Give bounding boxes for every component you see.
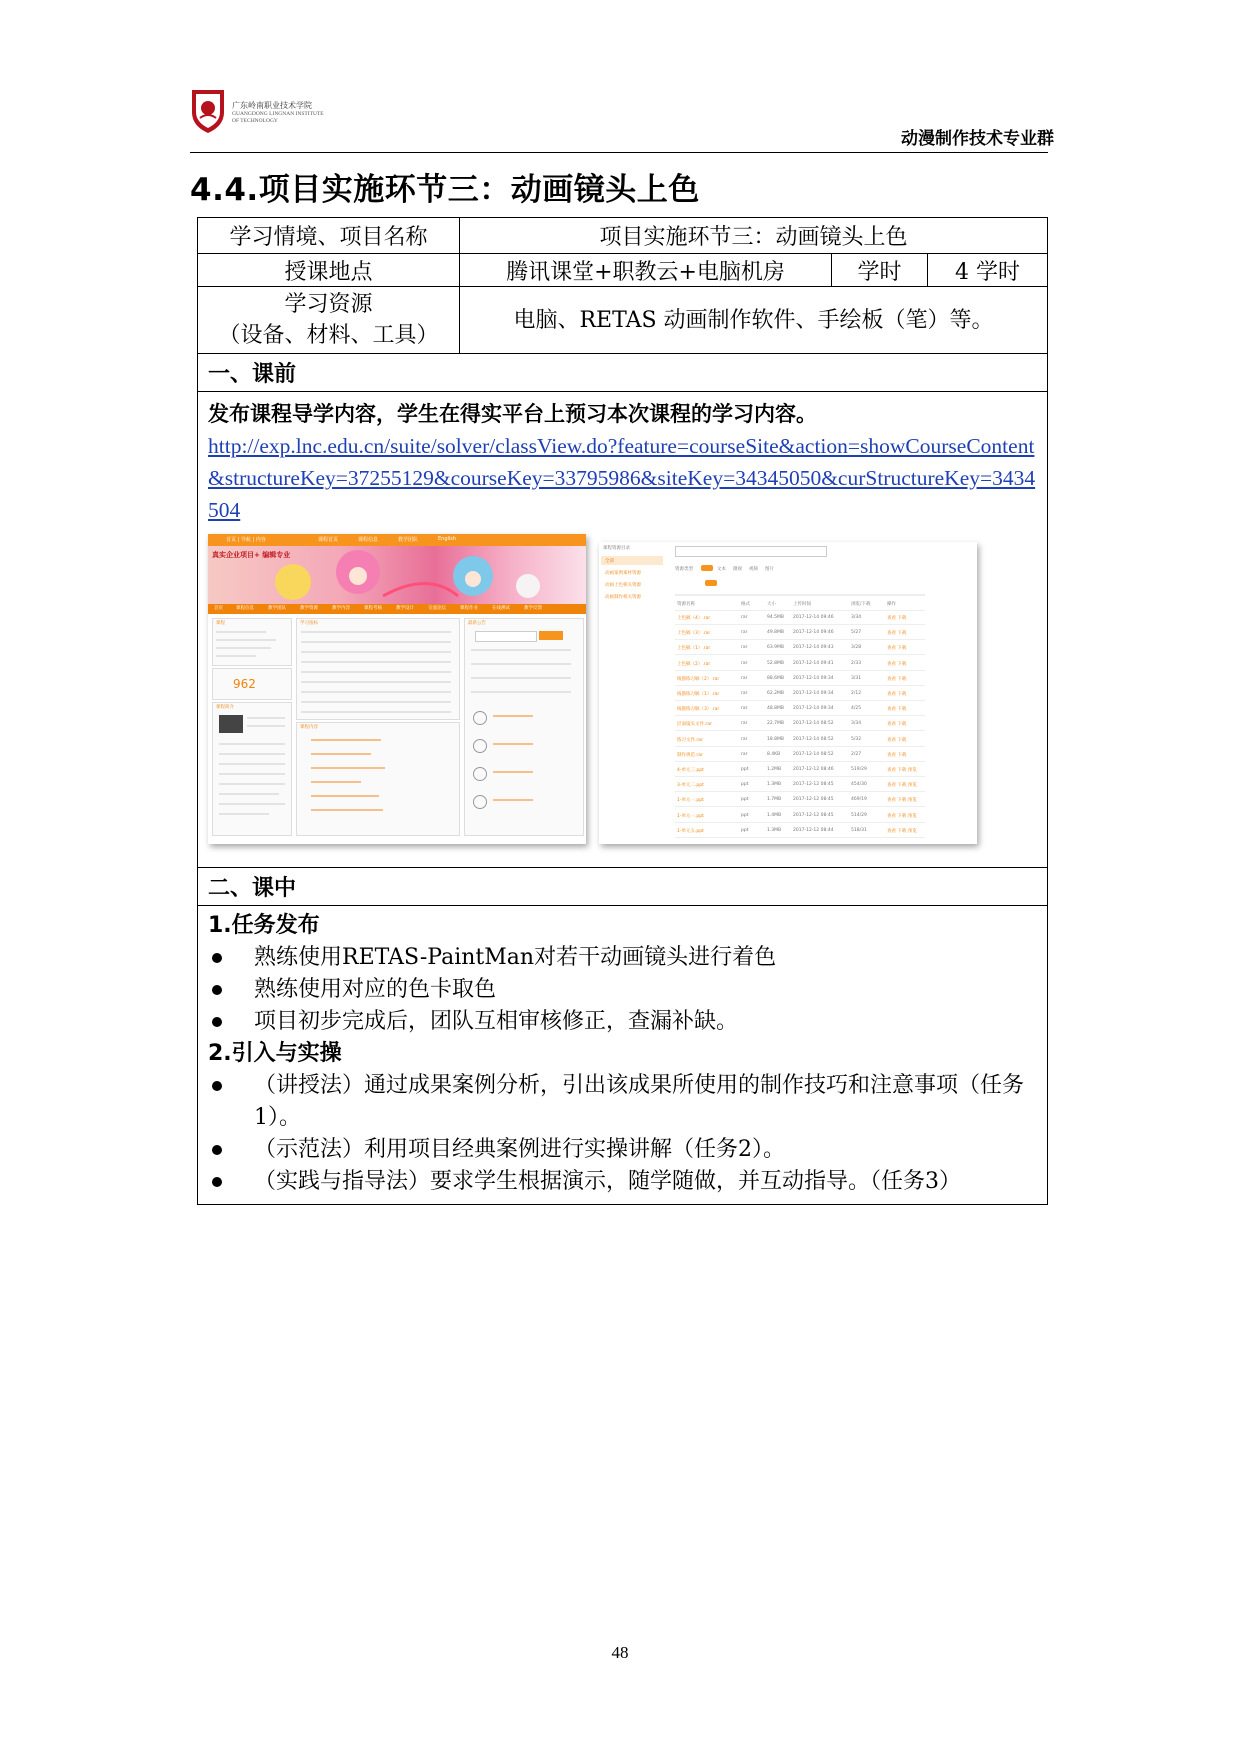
panel-intro: 课程简介 <box>212 702 292 836</box>
table-cell[interactable]: 查看 下载 预览 <box>887 783 917 789</box>
bullet-icon <box>212 1177 222 1187</box>
resource-search-input <box>675 546 827 557</box>
table-cell: 2017-12-14 09:43 <box>793 645 834 651</box>
panel-stats <box>212 668 292 700</box>
table-cell: 2017-12-14 09:34 <box>793 675 834 681</box>
table-cell[interactable]: 查看 下载 预览 <box>887 828 917 834</box>
logo-text-en: GUANGDONG LINGNAN INSTITUTE OF TECHNOLOGY <box>232 111 324 124</box>
list-item: （讲授法）通过成果案例分析，引出该成果所使用的制作技巧和注意事项（任务1）。 <box>208 1070 1037 1134</box>
table-cell: 上色稿（4）.rar <box>677 616 711 621</box>
resource-list-screenshot <box>599 542 977 844</box>
table-row <box>675 688 925 701</box>
logo-text-cn: 广东岭南职业技术学院 <box>232 101 312 110</box>
section-title: 4.4.项目实施环节三：动画镜头上色 <box>190 172 700 208</box>
pre-class-content <box>198 392 1048 868</box>
table-cell: 2017-12-14 09:34 <box>793 691 834 696</box>
hours-label: 学时 <box>832 254 928 287</box>
table-cell: 1.2MB <box>767 767 782 772</box>
table-cell: 上色稿（2）.rar <box>677 661 711 667</box>
table-cell: 18.8MB <box>767 736 784 742</box>
resources-label-line1: 学习资源 <box>284 292 373 317</box>
table-cell: rar <box>741 721 748 727</box>
course-link[interactable]: http://exp.lnc.edu.cn/suite/solver/classView.do?feature=courseSite&action=showCourseContent&structureKey=37255129&courseKey=33795986&siteKey=34345050&curStructureKey=3434504 <box>208 434 1036 522</box>
table-row <box>675 658 925 671</box>
table-cell: 62.2MB <box>767 691 784 696</box>
table-row <box>675 779 925 792</box>
list-item: 项目初步完成后，团队互相审核修正，查漏补缺。 <box>208 1006 1037 1038</box>
table-cell: 2017-12-12 08:44 <box>793 827 834 833</box>
table-cell: 2017-12-14 08:52 <box>793 736 834 742</box>
resource-sidebar: 课程资源目录 全部 动画案例素材资源 动画上色相关资源 动画制作相关资源 <box>599 542 665 844</box>
table-cell[interactable]: 查看 下载 <box>887 661 907 667</box>
column-header: 操作 <box>887 602 896 607</box>
table-cell[interactable]: 查看 下载 <box>887 752 907 758</box>
table-cell[interactable]: 查看 下载 <box>887 676 907 682</box>
table-cell: 制作规范.rar <box>677 752 703 758</box>
task-heading: 1.任务发布 <box>208 913 320 938</box>
table-cell: 3/28 <box>851 645 862 651</box>
table-row <box>675 612 925 625</box>
column-header: 资源名称 <box>677 602 695 607</box>
table-cell: 3/31 <box>851 675 862 681</box>
table-cell: 2017-12-12 08:46 <box>793 767 834 772</box>
table-cell[interactable]: 查看 下载 <box>887 722 907 728</box>
page-number: 48 <box>611 1643 629 1662</box>
lesson-plan-table <box>197 217 1048 1205</box>
pre-class-instruction: 发布课程导学内容，学生在得实平台上预习本次课程的学习内容。 <box>208 402 817 426</box>
table-cell: 1-单元一.ppt <box>677 813 704 819</box>
bullet-icon <box>212 1017 222 1027</box>
table-row <box>675 734 925 747</box>
table-cell: 上色稿（1）.rar <box>677 646 711 652</box>
hours-value: 4 学时 <box>928 254 1048 287</box>
anime-characters-image <box>208 546 586 604</box>
table-cell: 22.7MB <box>767 721 784 727</box>
table-cell: 2017-12-14 09:46 <box>793 630 834 636</box>
table-cell: 线描练习稿（3）.rar <box>677 707 720 713</box>
site-top-bar: 首页 | 导航 | 内容 课程首页 课程信息 教学团队 English <box>208 534 586 546</box>
resources-label <box>198 287 460 354</box>
table-cell: ppt <box>741 797 749 803</box>
site-body <box>208 616 586 844</box>
table-row <box>675 810 925 823</box>
table-header <box>675 598 925 611</box>
table-cell: 5/32 <box>851 736 862 742</box>
table-cell: 1-单元五.ppt <box>677 828 704 834</box>
table-cell[interactable]: 查看 下载 预览 <box>887 768 917 773</box>
table-row <box>675 673 925 686</box>
location-value: 腾讯课堂+职教云+电脑机房 <box>460 254 832 287</box>
bullet-icon <box>212 1145 222 1155</box>
table-cell: 2/12 <box>851 691 862 696</box>
table-cell: 1.3MB <box>767 827 782 833</box>
bullet-icon <box>212 1081 222 1091</box>
task-list <box>208 942 1037 1038</box>
header-divider <box>190 152 1048 153</box>
table-cell: 2017-12-14 08:52 <box>793 751 834 757</box>
table-row <box>675 718 925 731</box>
column-header: 大小 <box>767 602 776 607</box>
table-cell[interactable]: 查看 下载 <box>887 737 907 743</box>
table-cell: 8.4KB <box>767 751 781 757</box>
intro-heading: 2.引入与实操 <box>208 1041 342 1066</box>
table-cell: 514/29 <box>851 812 867 818</box>
table-cell: 2017-12-12 08:45 <box>793 797 834 803</box>
table-cell: 4-单元三.ppt <box>677 768 704 773</box>
column-header: 格式 <box>741 602 750 607</box>
table-cell[interactable]: 查看 下载 <box>887 646 907 652</box>
resources-value: 电脑、RETAS 动画制作软件、手绘板（笔）等。 <box>460 287 1048 354</box>
in-class-heading: 二、课中 <box>198 868 1048 906</box>
school-logo <box>190 88 330 134</box>
table-cell: 练习文件.rar <box>677 737 703 743</box>
visit-count: 962 <box>233 677 256 691</box>
table-cell[interactable]: 查看 下载 预览 <box>887 813 917 819</box>
table-cell[interactable]: 查看 下载 预览 <box>887 798 917 804</box>
table-cell: rar <box>741 736 748 742</box>
table-cell: 1.4MB <box>767 812 782 818</box>
table-cell: rar <box>741 660 748 666</box>
resource-main: 资源类型 文本 微视 视频 图片 资源名称 格式 大小 上传时间 浏览/下载 操作 上色稿（4）.rar rar 94.5MB 2017-12-14 09:46 3/34 查看 下载 上色稿（3）.rar rar 49.8MB 2017-12-14 09:46 5/27 查看 下载 上色稿（1）.rar rar 63.9MB 2017-12-14 09:43 3/28 查看 下载 上色稿（2）.rar rar 52.8MB 2017-12-14 09:41 2/33 查看 下载 线描练习稿（2）.rar rar 88.6MB 2017-12-14 09:34 3/31 查看 下载 线描练习稿（1）.rar rar 62.2MB 2017-12-14 09:34 2/12 查看 下载 线描练习稿（3）.rar rar 48.8MB 2017-12-14 09:34 4/25 查看 下载 层面镜头文件.rar rar 22.7MB 2017-12-14 08:52 3/34 查看 下载 练习文件.rar rar 18.8MB 2017-12-14 08:52 5/32 查看 下载 制作规范.rar rar 8.4KB 2017-12-14 08:52 2/27 查看 下载 4-单元三.ppt ppt 1.2MB 2017-12-12 08:46 519/29 查看 下载 预览 3-单元二.ppt ppt 1.3MB 2017-12-12 08:45 454/30 查看 下载 预览 1-单元一.ppt ppt 1.7MB 2017-12-12 08:45 469/19 查看 下载 预览 1-单元一.ppt ppt 1.4MB 2017-12-12 08:45 514/29 查看 下载 预览 1-单元五.ppt ppt 1.3MB 2017-12-12 08:44 518/31 查看 下载 预览 <box>675 542 975 844</box>
table-cell: rar <box>741 691 748 696</box>
table-cell: rar <box>741 751 748 757</box>
resources-label-line2: （设备、材料、工具） <box>218 323 439 348</box>
table-cell[interactable]: 查看 下载 <box>887 707 907 713</box>
situation-label: 学习情境、项目名称 <box>198 218 460 254</box>
table-row <box>675 825 925 838</box>
department-name: 动漫制作技术专业群 <box>901 129 1054 149</box>
panel-news: 最新公告 <box>464 618 584 836</box>
table-cell: 469/19 <box>851 797 867 803</box>
list-item: 熟练使用对应的色卡取色 <box>208 974 1037 1006</box>
table-cell: 63.9MB <box>767 645 784 651</box>
table-cell: 2/27 <box>851 751 862 757</box>
table-row <box>675 749 925 762</box>
table-cell: ppt <box>741 827 749 833</box>
table-cell: rar <box>741 615 748 620</box>
table-row <box>675 703 925 716</box>
course-site-screenshot <box>208 534 586 844</box>
in-class-content <box>198 906 1048 1205</box>
table-cell: 5/27 <box>851 630 862 636</box>
table-cell: 2017-12-14 08:52 <box>793 721 834 727</box>
column-header: 上传时间 <box>793 602 811 607</box>
table-cell: 2017-12-12 08:45 <box>793 812 834 818</box>
table-cell: ppt <box>741 782 749 788</box>
table-cell: 1.7MB <box>767 797 782 803</box>
table-cell: 2017-12-14 09:34 <box>793 706 834 712</box>
table-cell: rar <box>741 630 748 636</box>
table-cell: 518/31 <box>851 827 867 833</box>
situation-value: 项目实施环节三：动画镜头上色 <box>460 218 1048 254</box>
table-cell[interactable]: 查看 下载 <box>887 631 907 637</box>
site-banner-image <box>208 546 586 604</box>
table-cell: 2017-12-12 08:45 <box>793 782 834 788</box>
table-row <box>675 794 925 807</box>
location-label: 授课地点 <box>198 254 460 287</box>
intro-list <box>208 1070 1037 1198</box>
table-cell: 2017-12-14 09:41 <box>793 660 834 666</box>
table-cell: 519/29 <box>851 767 867 772</box>
table-cell: 上色稿（3）.rar <box>677 631 711 637</box>
table-cell: rar <box>741 706 748 712</box>
table-cell: rar <box>741 675 748 681</box>
table-cell[interactable]: 查看 下载 <box>887 616 907 621</box>
table-cell: 3/34 <box>851 615 862 620</box>
table-cell: 1.3MB <box>767 782 782 788</box>
table-cell: rar <box>741 645 748 651</box>
table-row <box>675 764 925 777</box>
table-cell: 49.8MB <box>767 630 784 636</box>
banner-text: 真实企业项目+ 编辑专业 <box>212 551 291 559</box>
table-cell: 3/34 <box>851 721 862 727</box>
list-item: （示范法）利用项目经典案例进行实操讲解（任务2）。 <box>208 1134 1037 1166</box>
table-cell: 线描练习稿（1）.rar <box>677 692 720 697</box>
table-cell: 1-单元一.ppt <box>677 798 704 804</box>
table-cell: 3-单元二.ppt <box>677 783 704 789</box>
table-cell[interactable]: 查看 下载 <box>887 692 907 697</box>
panel-content: 课程内容 <box>296 722 460 836</box>
table-cell: 4/25 <box>851 706 862 712</box>
bullet-icon <box>212 953 222 963</box>
list-item: 熟练使用RETAS-PaintMan对若干动画镜头进行着色 <box>208 942 1037 974</box>
table-cell: 2017-12-14 09:46 <box>793 615 834 620</box>
panel-grades: 学习指标 <box>296 618 460 720</box>
table-cell: 454/30 <box>851 782 867 788</box>
school-crest-icon <box>190 88 226 134</box>
pre-class-heading: 一、课前 <box>198 354 1048 392</box>
list-item: （实践与指导法）要求学生根据演示，随学随做，并互动指导。（任务3） <box>208 1166 1037 1198</box>
table-row <box>675 642 925 655</box>
table-cell: 52.8MB <box>767 660 784 666</box>
table-cell: 2/33 <box>851 660 862 666</box>
table-cell: ppt <box>741 767 749 772</box>
screenshots-area <box>208 534 1037 859</box>
site-nav-bar: 首页 课程信息 教学团队 教学资源 教学内容 课程考核 教学设计 交流论坛 课程作业 在线测试 教学反馈 <box>208 604 586 614</box>
table-row <box>675 627 925 640</box>
table-cell: 线描练习稿（2）.rar <box>677 676 720 682</box>
bullet-icon <box>212 985 222 995</box>
table-cell: ppt <box>741 812 749 818</box>
table-cell: 88.6MB <box>767 675 784 681</box>
table-cell: 94.5MB <box>767 615 784 620</box>
table-cell: 层面镜头文件.rar <box>677 722 712 728</box>
column-header: 浏览/下载 <box>851 602 871 607</box>
table-cell: 48.8MB <box>767 706 784 712</box>
panel-login: 课程 <box>212 618 292 666</box>
